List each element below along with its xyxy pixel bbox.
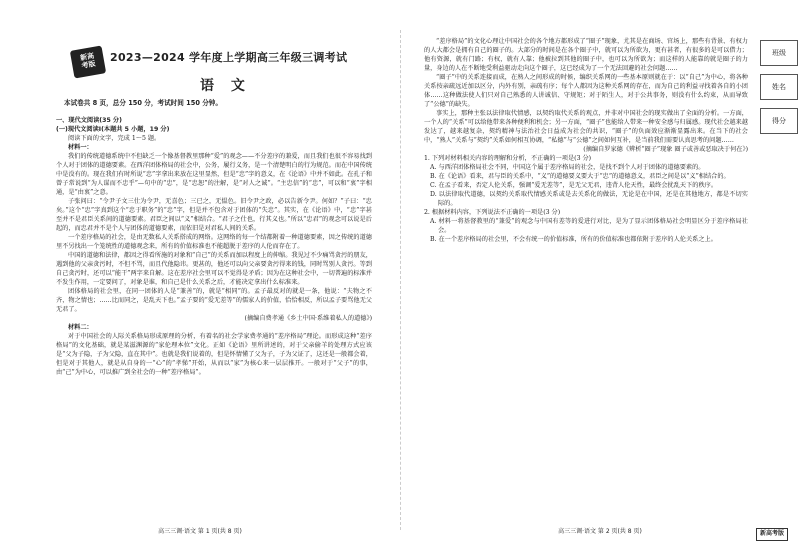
page-footer-right: 高三三调·语文 第 2 页(共 8 页) (558, 528, 642, 536)
logo-bottom-text: 考版 (80, 59, 97, 71)
page-footer-left: 高三三调·语文 第 1 页(共 8 页) (158, 528, 242, 536)
paragraph: “差序格局”的文化心理让中国社会的各个地方都形成了“圈子”现象，尤其是在商场、官场上，那些有背景、有权力的人大都会是拥有自己的圈子的。大部分的时间是在各个圈子中，就可以为所欲为，更有甚者，有很多的是可以借力；他有资源，就有门路；有权，就有人靠；他被拉到其他的圈子中，也可以为所欲为；而这样的人能靠的就是圈子的力量，身边的人在不断地受利益驱动走向这个圈子，这已经成为了一个无法回避的社会问题…… (424, 38, 748, 72)
subsection-heading: (一)现代文阅读Ⅰ(本题共 5 小题，19 分) (56, 125, 170, 133)
citation: (摘编自罗家德《辨析“圈子”现象 圈子或善或恶取决于何在》) (583, 145, 748, 153)
subject-title: 语 文 (200, 78, 251, 94)
paragraph: 一个差序格局的社会，是由无数私人关系搭成的网络。这网络的每一个结都附着一种道德要素，因之传统的道德里不另找出一个笼统性的道德观念来，所有的价值标准也不能超脱于差序的人伦而存在了。 (56, 233, 372, 250)
logo (70, 45, 106, 78)
option-item: C. 在孟子看来，否定人伦关系，强调“爱无差等”，是无父无君，违背人伦天性，最终会扰乱天下的秩序。 (430, 181, 718, 189)
edition-badge: 新高考版 (756, 528, 788, 541)
page-right (400, 0, 800, 551)
option-item: D. 以法律取代道德，以契约关系取代情感关系或是去关系化的做法，无论是在中国，还是在其他地方，都是不切实际的。 (430, 190, 748, 207)
option-item: B. 在一个差序格局的社会里，不会有统一的价值标准，所有的价值标准也都依附于差序的人伦关系之上。 (430, 235, 717, 243)
name-label: 姓名 (772, 82, 786, 91)
paragraph: 子张问曰：“令尹子文三仕为令尹，无喜色；三已之，无愠色。旧令尹之政，必以告新令尹。何如？”子曰：“忠矣。”这个“忠”字真到这个“忠于职务”的“忠”字，但是并不包含对于团体的“失忠”。其实，在《论语》中，“忠”字甚至并不是君臣关系间的道德要素。君臣之间以“义”相结合。“君子之仕也，行其义也。”所以“忠君”的观念可以说是后起的，而忠君并不是个人与团体的道德要素，而依旧是对君私人间的关系。 (56, 197, 372, 232)
option-item: A. 材料一将基督教里的“兼爱”的观念与中国有差等的爱进行对比，是为了显示团体格局社会明显区分于差序格局社会。 (430, 217, 748, 234)
paragraph: 事实上，那种主张以法律取代情感，以契约取代关系的观点，并非对中国社会的现实做出了全面的分析。一方面，一个人的“关系”可以给他带来各种便利和机会；另一方面，“圈子”也能给人带来一种安全感与归属感。现代社会越来越发达了，越来越复杂，契约精神与法治社会日益成为社会的共识，“圈子”的负面效应渐渐显露出来。在当下的社会中，“熟人”关系与“契约”关系如何相互协调，“私德”与“公德”之间如何互补，是当前我们需要认真思考的问题…… (424, 109, 748, 144)
exam-title: 2023—2024 学年度上学期高三年级三调考试 (110, 51, 348, 64)
exam-note: 本试卷共 8 页，总分 150 分，考试时间 150 分钟。 (64, 99, 222, 107)
paragraph: 团体格局的社会里，在同一团体的人是“兼善”的，就是“相同”的。孟子最反对的就是一条，他说：“夫物之不齐，物之情也；……比而同之，是乱天下也。”孟子要的“爱无差等”的儒家人的价值，恰恰相反，所以孟子要骂他无父无君了。 (56, 287, 372, 313)
option-item: A. 与西洋团体格局社会不同，中国这个属于差序格局的社会，是找不到个人对于团体的道德要素的。 (430, 163, 705, 171)
score-label: 得分 (772, 116, 786, 125)
question-2: 2. 根据材料内容，下列说法不正确的一项是(3 分) (424, 208, 561, 216)
score-box[interactable] (760, 108, 798, 134)
citation: (摘编自费孝通《乡土中国·系维着私人的道德》) (244, 314, 372, 322)
paragraph: 对于中国社会的人际关系格局形成原理的分析，有着名的社会学家费孝通的“差序格局”理论。而形成这种“差序格局”的文化基础，就是某滋渊源的“家伦理本位”文化。正如《论语》里所讲述的，对于父亲偷羊的处理方式应该是“父为子隐，子为父隐，直在其中”。也就是我们说着的，但是怀情懂了父为子，子为父证了，这还是一般都会着，但是对于其他人，就是从自身的一“心”的“孝悌”开始，从而以“家”为核心来一层层推开。一般对于“父子”的事，由“己”为中心，可以推广到全社会的一种“差序格局”。 (56, 332, 372, 376)
material-two-label: 材料二： (68, 323, 93, 331)
section-heading: 一、现代文阅读(35 分) (56, 117, 122, 124)
name-box[interactable] (760, 74, 798, 100)
left-body (56, 117, 372, 378)
question-1: 1. 下列对材料相关内容的理解和分析，不正确的一项是(3 分) (424, 154, 592, 162)
instruction: 阅读下面的文字，完成 1～5 题。 (68, 134, 161, 142)
class-label: 班级 (772, 48, 786, 57)
material-one-label: 材料一： (68, 143, 93, 151)
paragraph: 我们的传统道德系统中不但缺乏一个像基督教里那种“爱”的观念——不分差序的兼爱，而且我们也很不容易找到个人对于团体的道德要素。在西洋团体格局的社会中，公务，履行义务，是一个清楚明白的行为规范。而在中国传统中是没有的。现在我们有时所说“忠”字拿出来放在这里显然，但是“忠”字的意义，在《论语》中并不如此。在孔子和曾子常说到“为人谋而不忠乎”—句中的“忠”，是“忠恕”的注解，是“对人之诚”。“主忠信”的“忠”，可以和“衷”字相通，是“由衷”之意。 (56, 152, 372, 196)
paragraph: “圈子”中的关系连接而成，在熟人之间形成的时候，编织关系网的一些基本原则就在于：以“自己”为中心，将各种关系按亲疏远近加以区分，内外有别，亲疏有序；每个人都因为这种关系网的存在，而为自己的利益寻找着各自的小团体……这种做法使人们只对自己熟悉的人讲诚信、守规矩；对于陌生人，对于公共事务，则没有什么约束，从而导致了“公德”的缺失。 (424, 73, 748, 108)
paragraph: 中国的道德和法律，都因之得看所施的对象和“自己”的关系而加以程度上的伸缩。我见过不少痛骂贪污的朋友，遇到他的父亲贪污时，不但不骂，而且代他隐讳。更甚的，他还可以向父亲要贪污得来的钱，同时骂别人贪污。等到自己贪污时，还可以“能干”两字来自解。这在差序社会里可以不觉得是矛盾；因为在这种社会中，一切普遍的标准并不发生作用，一定要问了，对象是谁，和自己是什么关系之后，才能决定拿出什么标准来。 (56, 251, 372, 286)
option-item: B. 在《论语》看来，君与臣的关系中，“义”的道德要义要大于“忠”的道德意义，君臣之间是以“义”相结合的。 (430, 172, 730, 180)
logo-top-text: 新高 (79, 52, 95, 63)
class-box[interactable] (760, 40, 798, 66)
